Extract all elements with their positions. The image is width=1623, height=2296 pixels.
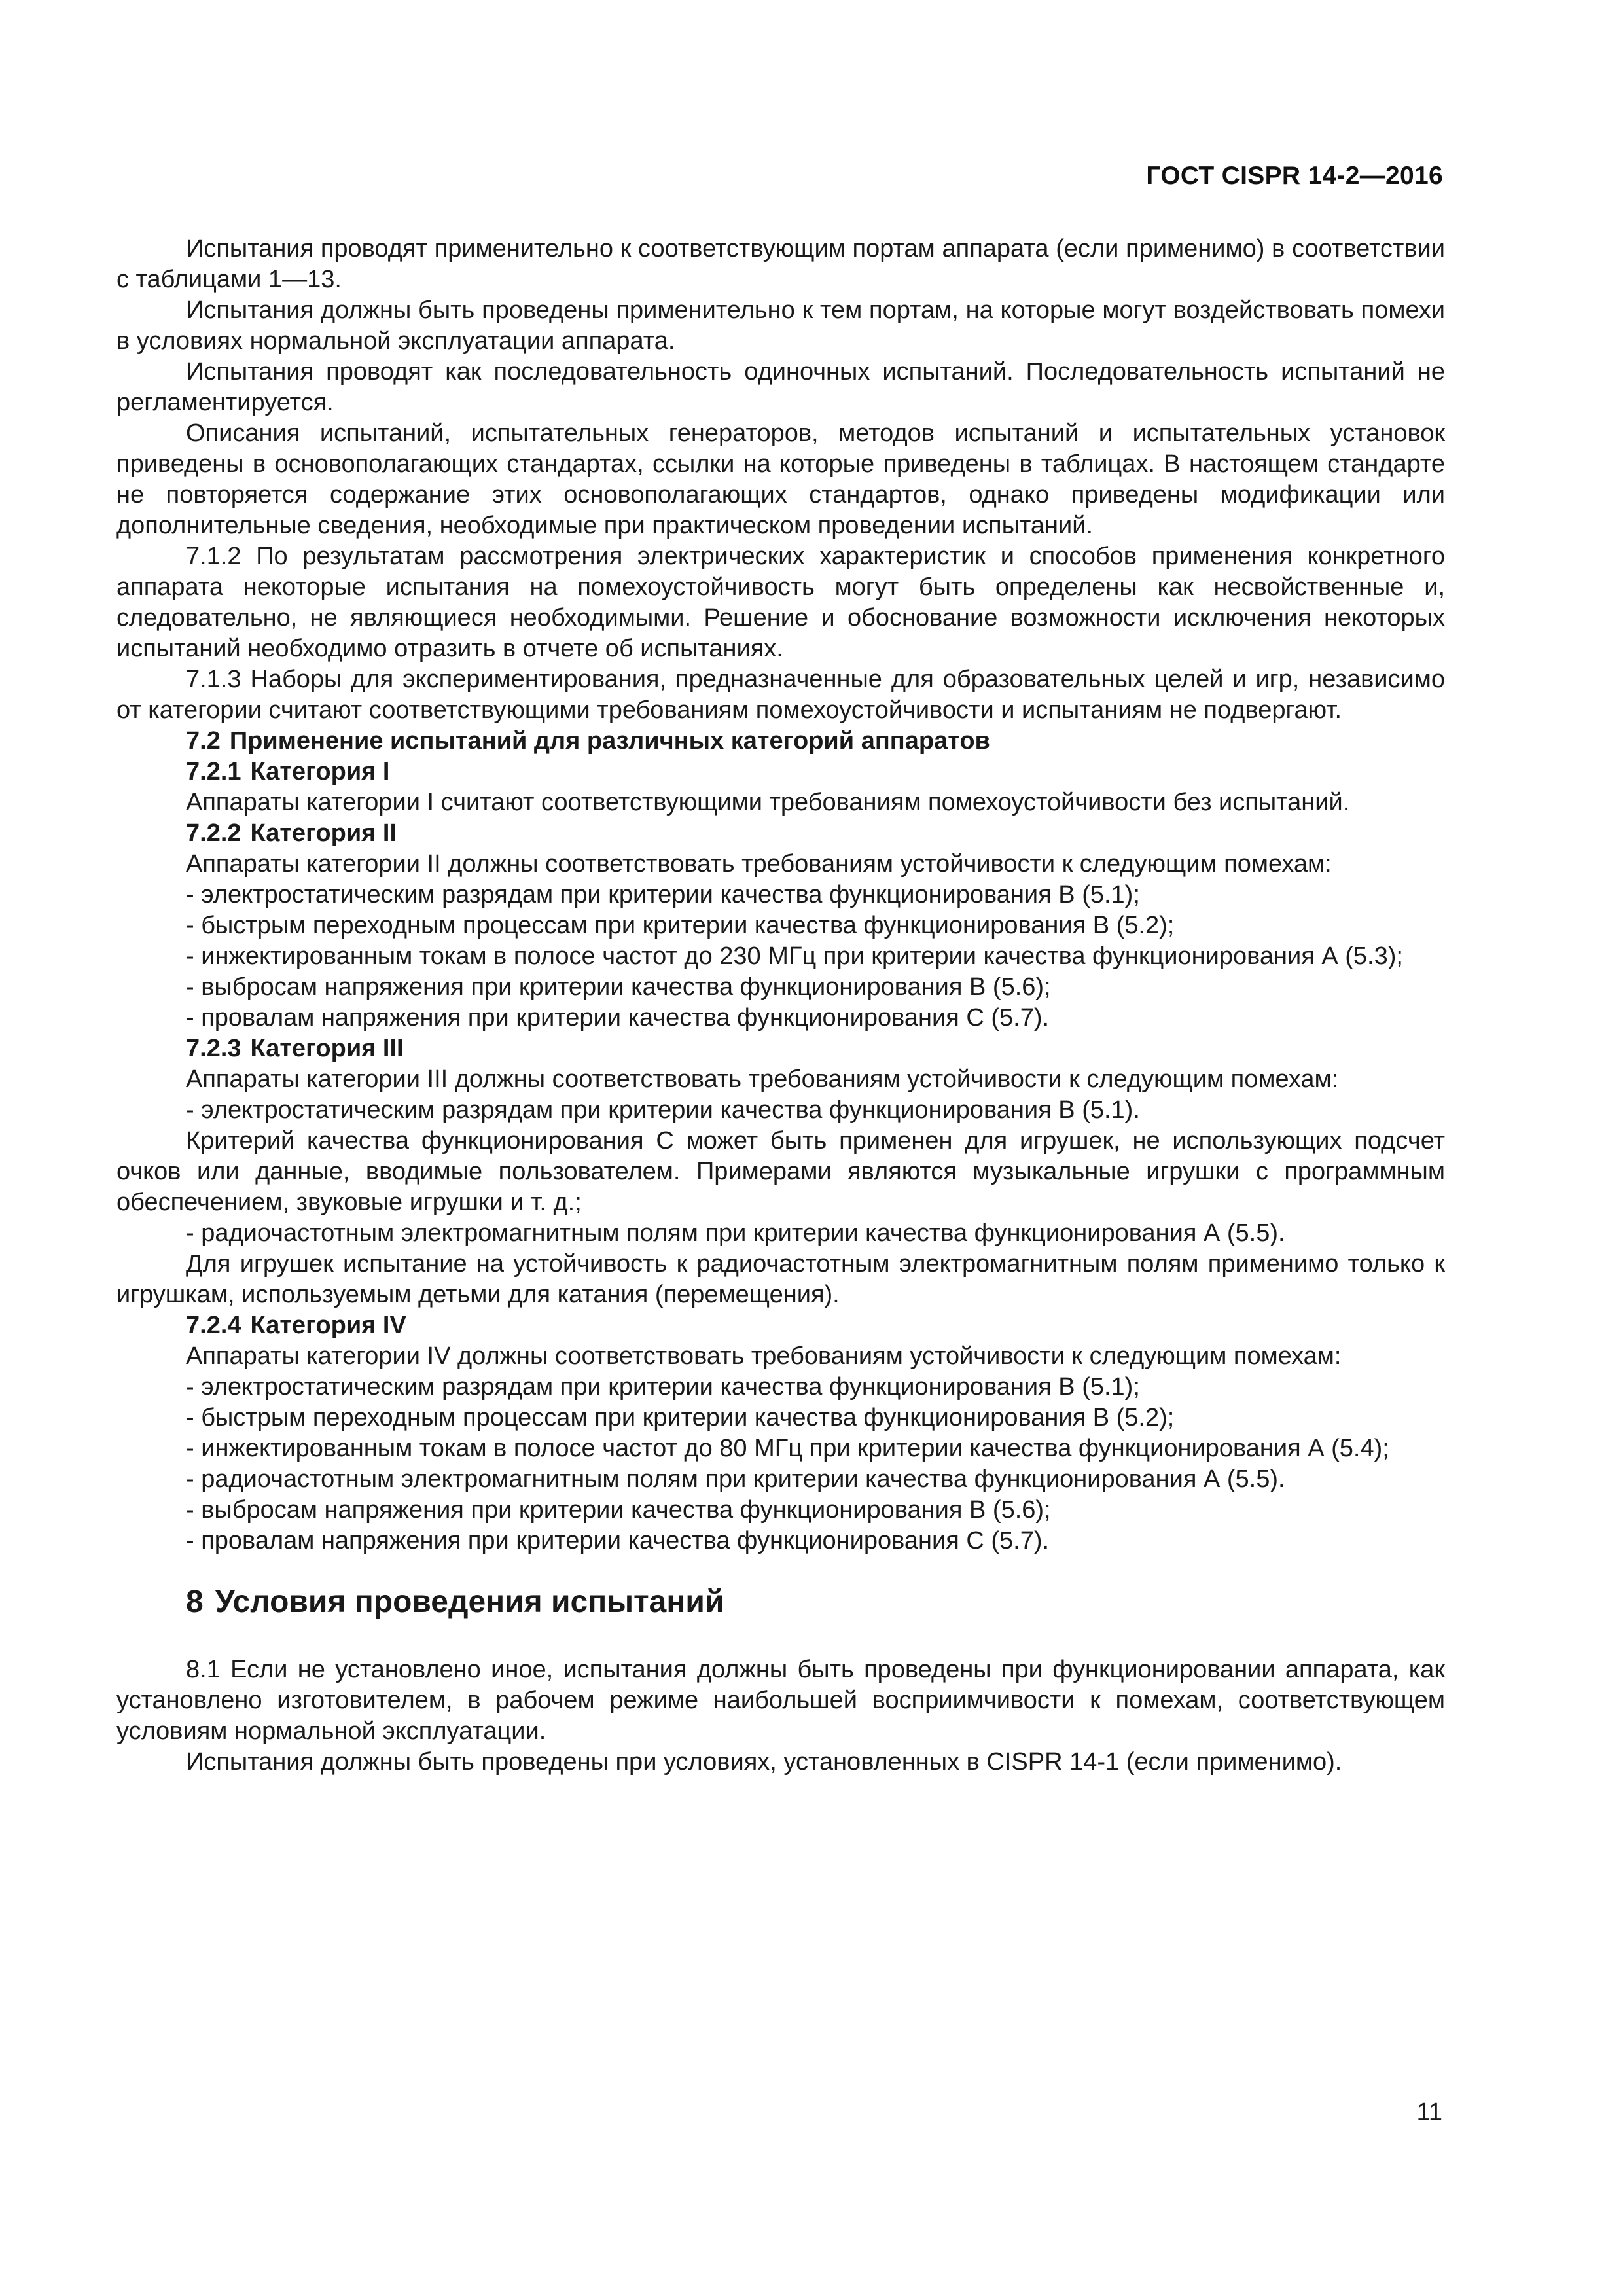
paragraph-category-3-note-criterion: Критерий качества функционирования С может быть применен для игрушек, не использующих подсчет очков или данные, вводимые пользователем. Примерами являются музыкальные игрушки с программным обеспечением, звуковые игрушки и т. д.; [116,1127,1445,1216]
section-number: 7.2 [186,727,221,755]
section-heading-7-2 [116,726,1445,757]
paragraph-category-4-intro: Аппараты категории IV должны соответствовать требованиям устойчивости к следующим помехам: [186,1342,1342,1370]
section-heading-8 [116,1584,1445,1621]
section-number: 7.2.2 [186,819,241,847]
paragraph-test-ports: Испытания проводят применительно к соответствующим портам аппарата (если применимо) в соответствии с таблицами 1—13. [116,235,1445,293]
section-heading-7-2-4 [116,1310,1445,1341]
paragraph-test-sequence: Испытания проводят как последовательность одиночных испытаний. Последовательность испытаний не регламентируется. [116,358,1445,416]
list-item: - инжектированным токам в полосе частот до 230 МГц при критерии качества функционирования А (5.3); [186,942,1403,970]
document-header-id: ГОСТ CISPR 14-2—2016 [1146,162,1443,190]
section-number: 7.2.1 [186,758,241,785]
section-heading-7-2-2 [116,818,1445,849]
list-item: - быстрым переходным процессам при критерии качества функционирования В (5.2); [186,912,1175,939]
section-title: Условия проведения испытаний [215,1585,724,1619]
section-title: Категория IV [250,1312,406,1339]
document-body [116,234,1445,1778]
list-item: - провалам напряжения при критерии качества функционирования С (5.7). [186,1527,1050,1554]
paragraph-8-1: 8.1 Если не установлено иное, испытания должны быть проведены при функционировании аппарата, как установлено изготовителем, в рабочем режиме наибольшей восприимчивости к помехам, соответствующем условиям нормальной эксплуатации. [116,1656,1445,1745]
list-item: - электростатическим разрядам при критерии качества функционирования В (5.1); [186,1373,1140,1401]
section-title: Категория III [250,1035,404,1062]
list-item: - электростатическим разрядам при критерии качества функционирования В (5.1). [186,1096,1140,1124]
section-title: Категория I [250,758,390,785]
section-number: 7.2.4 [186,1312,241,1339]
section-title: Применение испытаний для различных категорий аппаратов [229,727,990,755]
paragraph-category-1: Аппараты категории I считают соответствующими требованиям помехоустойчивости без испытаний. [186,789,1350,816]
paragraph-category-3-note-rf: Для игрушек испытание на устойчивость к радиочастотным электромагнитным полям применимо только к игрушкам, используемым детьми для катания (перемещения). [116,1250,1445,1308]
section-number: 7.2.3 [186,1035,241,1062]
list-item: - быстрым переходным процессам при критерии качества функционирования В (5.2); [186,1404,1175,1431]
paragraph-test-descriptions: Описания испытаний, испытательных генераторов, методов испытаний и испытательных установок приведены в основополагающих стандартах, ссылки на которые приведены в таблицах. В настоящем стандарте не повторяется содержание этих основополагающих стандартов, однако приведены модификации или дополнительные сведения, необходимые при практическом проведении испытаний. [116,420,1445,539]
list-item: - провалам напряжения при критерии качества функционирования С (5.7). [186,1004,1050,1031]
section-title: Категория II [250,819,397,847]
paragraph-8-1-conditions: Испытания должны быть проведены при условиях, установленных в CISPR 14-1 (если применимо). [186,1748,1342,1776]
list-item: - выбросам напряжения при критерии качества функционирования В (5.6); [186,973,1051,1001]
paragraph-test-interference-ports: Испытания должны быть проведены применительно к тем портам, на которые могут воздействовать помехи в условиях нормальной эксплуатации аппарата. [116,296,1445,355]
paragraph-category-3-intro: Аппараты категории III должны соответствовать требованиям устойчивости к следующим помехам: [186,1066,1339,1093]
section-heading-7-2-1 [116,757,1445,787]
paragraph-category-2-intro: Аппараты категории II должны соответствовать требованиям устойчивости к следующим помехам: [186,850,1332,878]
page-number: 11 [1416,2098,1442,2126]
section-heading-7-2-3 [116,1033,1445,1064]
list-item: - радиочастотным электромагнитным полям при критерии качества функционирования А (5.5). [186,1219,1285,1247]
paragraph-7-1-2: 7.1.2 По результатам рассмотрения электрических характеристик и способов применения конкретного аппарата некоторые испытания на помехоустойчивость могут быть определены как несвойственные и, следовательно, не являющиеся необходимыми. Решение и обоснование возможности исключения некоторых испытаний необходимо отразить в отчете об испытаниях. [116,543,1445,662]
list-item: - радиочастотным электромагнитным полям при критерии качества функционирования А (5.5). [186,1465,1285,1493]
section-number: 8 [186,1585,204,1619]
list-item: - инжектированным токам в полосе частот до 80 МГц при критерии качества функционирования А (5.4); [186,1435,1389,1462]
list-item: - выбросам напряжения при критерии качества функционирования В (5.6); [186,1496,1051,1524]
paragraph-7-1-3: 7.1.3 Наборы для экспериментирования, предназначенные для образовательных целей и игр, независимо от категории считают соответствующими требованиям помехоустойчивости и испытаниям не подвергают. [116,666,1445,724]
list-item: - электростатическим разрядам при критерии качества функционирования В (5.1); [186,881,1140,908]
